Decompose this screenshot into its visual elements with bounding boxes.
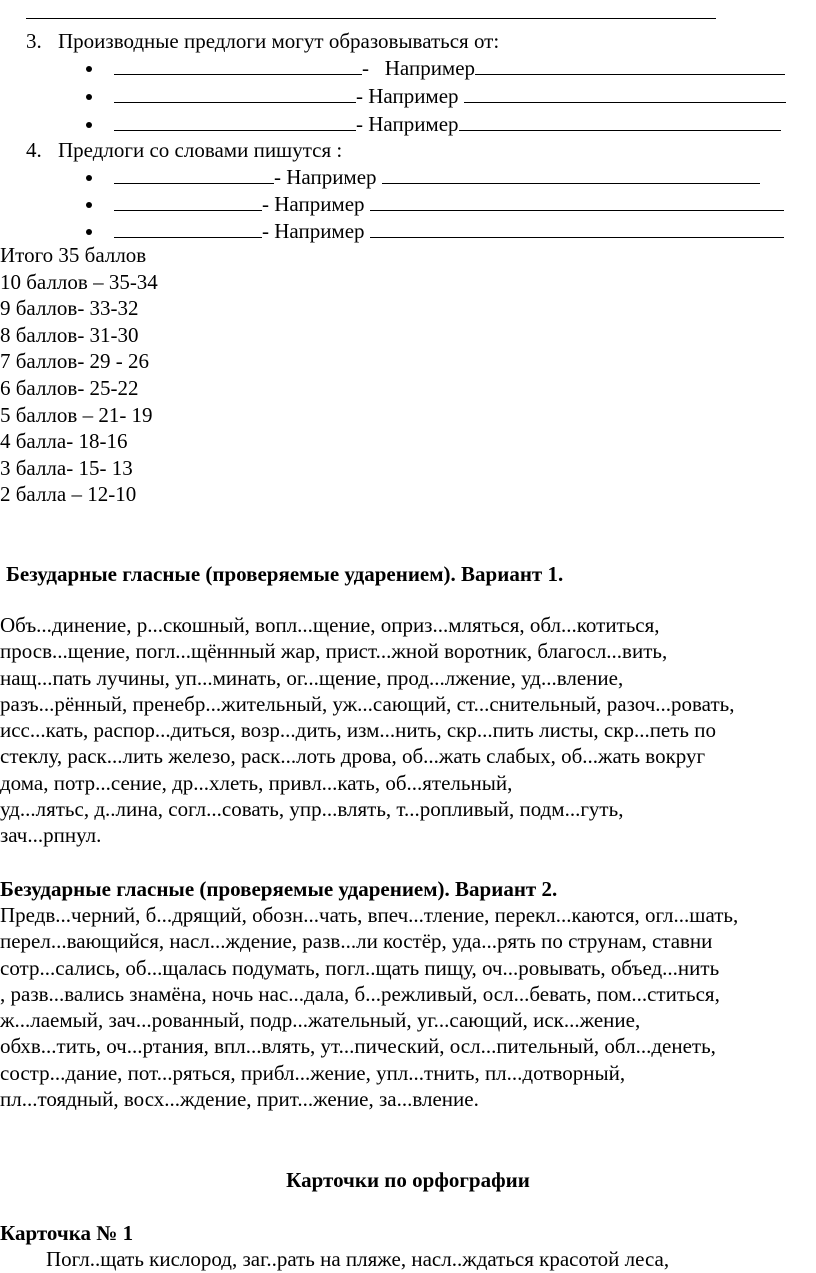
blank-line [382, 165, 760, 184]
section-3-heading [26, 28, 499, 55]
score-line: 7 баллов- 29 - 26 [0, 349, 150, 374]
example-label: Например [286, 165, 377, 189]
item-dash: - [356, 112, 363, 136]
example-label: Например [368, 112, 459, 136]
bullet-icon [86, 175, 92, 181]
section-4-title: Предлоги со словами пишутся : [58, 138, 343, 162]
section-4-number: 4. [26, 138, 42, 162]
section-4-heading [26, 137, 342, 164]
section-4-item [86, 164, 760, 191]
card-1-title: Карточка № 1 [0, 1221, 134, 1245]
section-3-item [86, 55, 785, 82]
section-4-item [86, 191, 784, 218]
variant-2-heading: Безударные гласные (проверяемые ударением). Вариант 2. [0, 877, 558, 901]
text-line: нащ...пать лучины, уп...минать, ог...щение, прод...лжение, уд...вление, [0, 665, 624, 690]
example-label: Например [274, 192, 365, 216]
blank-line [114, 192, 262, 211]
score-line: 2 балла – 12-10 [0, 482, 137, 507]
text-line: просв...щение, погл...щённный жар, прист...жной воротник, благосл...вить, [0, 639, 668, 664]
score-line: 4 балла- 18-16 [0, 429, 128, 454]
text-line: исс...кать, распор...диться, возр...дить, изм...нить, скр...пить листы, скр...петь по [0, 718, 716, 743]
example-label: Например [368, 84, 459, 108]
scoring-list [0, 242, 158, 508]
blank-line [114, 56, 362, 75]
bullet-icon [86, 229, 92, 235]
score-line: 10 баллов – 35-34 [0, 269, 158, 294]
blank-line [464, 84, 786, 103]
top-rule [26, 18, 716, 19]
text-line: состр...дание, пот...ряться, прибл...жение, упл...тнить, пл...дотворный, [0, 1060, 626, 1085]
blank-line [114, 84, 356, 103]
section-3-number: 3. [26, 29, 42, 53]
example-label: Например [384, 56, 476, 80]
text-line: разъ...рённый, пренебр...жительный, уж...сающий, ст...снительный, разоч...ровать, [0, 691, 735, 716]
text-line: сотр...сались, об...щалась подумать, погл..щать пищу, оч...ровывать, объед...нить [0, 955, 720, 980]
bullet-icon [86, 94, 92, 100]
item-dash: - [356, 84, 363, 108]
score-line: 5 баллов – 21- 19 [0, 402, 153, 427]
text-line: уд...лятьс, д..лина, согл...совать, упр...влять, т...ропливый, подм...гуть, [0, 797, 624, 822]
card-1-first-line: Погл..щать кислород, заг..рать на пляже, насл..ждаться красотой леса, [46, 1247, 670, 1271]
text-line: ж...лаемый, зач...рованный, подр...жательный, уг...сающий, иск...жение, [0, 1008, 641, 1033]
text-line: зач...рпнул. [0, 823, 102, 848]
score-line: Итого 35 баллов [0, 243, 147, 267]
blank-line [475, 56, 785, 75]
bullet-icon [86, 122, 92, 128]
text-line: пл...тоядный, восх...ждение, прит...жение, за...вление. [0, 1087, 479, 1112]
blank-line [114, 165, 274, 184]
blank-line [459, 112, 781, 131]
bullet-icon [86, 202, 92, 208]
section-3-title: Производные предлоги могут образовываться от: [58, 29, 500, 53]
blank-line [370, 219, 784, 238]
text-line: стеклу, раск...лить железо, раск...лоть дрова, об...жать слабых, об...жать вокруг [0, 744, 706, 769]
blank-line [114, 112, 356, 131]
text-line: Предв...черний, б...дрящий, обозн...чать, впеч...тление, перекл...каются, огл...шать, [0, 903, 739, 927]
text-line: Объ...динение, р...скошный, вопл...щение, оприз...мляться, обл...котиться, [0, 613, 660, 637]
item-dash: - [262, 192, 269, 216]
text-line: обхв...тить, оч...ртания, впл...влять, ут...пический, осл...пительный, обл...денеть, [0, 1034, 716, 1059]
section-3-item [86, 83, 786, 110]
bullet-icon [86, 66, 92, 72]
item-dash: - [362, 56, 369, 80]
cards-heading: Карточки по орфографии [286, 1168, 530, 1192]
score-line: 6 баллов- 25-22 [0, 375, 139, 400]
blank-line [370, 192, 784, 211]
item-dash: - [274, 165, 281, 189]
score-line: 8 баллов- 31-30 [0, 322, 139, 347]
score-line: 3 балла- 15- 13 [0, 455, 133, 480]
variant-1-heading: Безударные гласные (проверяемые ударением). Вариант 1. [6, 562, 564, 586]
item-dash: - [262, 219, 269, 243]
variant-1-text [0, 612, 816, 849]
section-4-item [86, 218, 784, 245]
blank-line [114, 219, 262, 238]
example-label: Например [274, 219, 365, 243]
text-line: дома, потр...сение, др...хлеть, привл...кать, об...ятельный, [0, 770, 513, 795]
section-3-item [86, 111, 781, 138]
text-line: перел...вающийся, насл...ждение, разв...ли костёр, уда...рять по струнам, ставни [0, 929, 713, 954]
text-line: , разв...вались знамёна, ночь нас...дала, б...режливый, осл...бевать, пом...ститься, [0, 981, 720, 1006]
score-line: 9 баллов- 33-32 [0, 296, 139, 321]
variant-2-text [0, 902, 816, 1112]
